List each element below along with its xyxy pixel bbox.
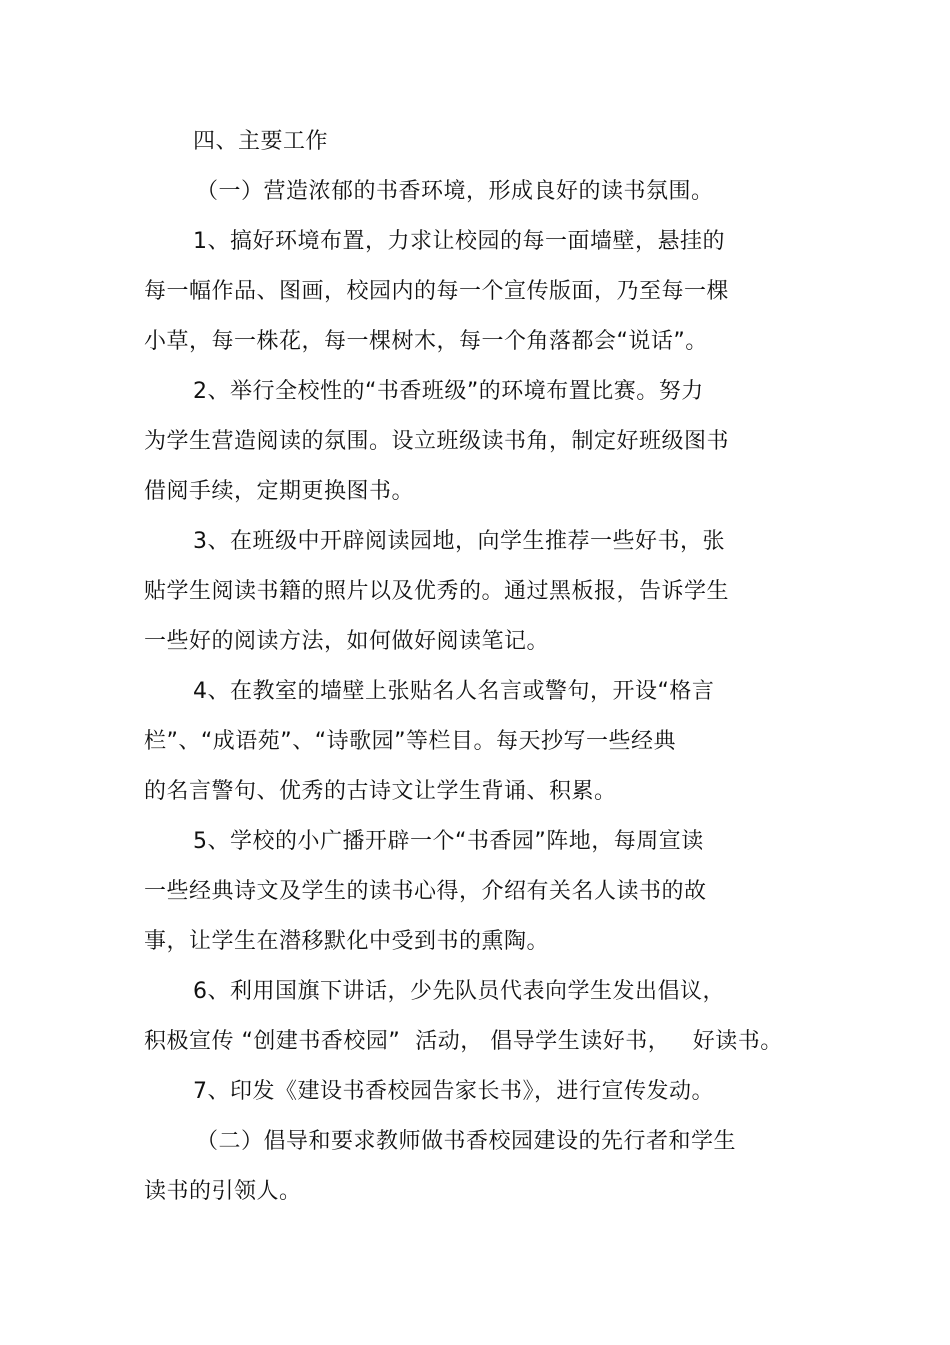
item5-line-2: 一些经典诗文及学生的读书心得，介绍有关名人读书的故 — [144, 879, 707, 904]
item3-line-3: 一些好的阅读方法，如何做好阅读笔记。 — [144, 629, 550, 654]
item4-line-3: 的名言警句、优秀的古诗文让学生背诵、积累。 — [144, 779, 617, 804]
subsection-title-2-line-1: （二）倡导和要求教师做书香校园建设的先行者和学生 — [196, 1129, 737, 1154]
subsection-title-2-line-2: 读书的引领人。 — [144, 1179, 302, 1204]
item5-line-3: 事，让学生在潜移默化中受到书的熏陶。 — [144, 929, 550, 954]
section-heading: 四、主要工作 — [193, 129, 329, 154]
item4-line-1: 4、在教室的墙壁上张贴名人名言或警句，开设“格言 — [193, 679, 715, 704]
item1-line-3: 小草，每一株花，每一棵树木，每一个角落都会“说话”。 — [144, 329, 708, 354]
subsection-title-1: （一）营造浓郁的书香环境，形成良好的读书氛围。 — [196, 179, 714, 204]
item2-line-2: 为学生营造阅读的氛围。设立班级读书角，制定好班级图书 — [144, 429, 730, 454]
item4-line-2: 栏”、“成语苑”、“诗歌园”等栏目。每天抄写一些经典 — [144, 729, 676, 754]
item7-line-1: 7、印发《建设书香校园告家长书》，进行宣传发动。 — [193, 1079, 714, 1104]
item5-line-1: 5、学校的小广播开辟一个“书香园”阵地，每周宣读 — [193, 829, 704, 854]
item3-line-1: 3、在班级中开辟阅读园地，向学生推荐一些好书，张 — [193, 529, 725, 554]
item2-line-1: 2、举行全校性的“书香班级”的环境布置比赛。努力 — [193, 379, 704, 404]
item2-line-3: 借阅手续，定期更换图书。 — [144, 479, 415, 504]
item6-line-1: 6、利用国旗下讲话，少先队员代表向学生发出倡议， — [193, 979, 725, 1004]
item1-line-2: 每一幅作品、图画，校园内的每一个宣传版面，乃至每一棵 — [144, 279, 730, 304]
item3-line-2: 贴学生阅读书籍的照片以及优秀的。通过黑板报，告诉学生 — [144, 579, 730, 604]
item6-line-2: 积极宣传 “创建书香校园” 活动， 倡导学生读好书， 好读书。 — [144, 1029, 783, 1054]
item1-line-1: 1、搞好环境布置，力求让校园的每一面墙壁，悬挂的 — [193, 229, 725, 254]
